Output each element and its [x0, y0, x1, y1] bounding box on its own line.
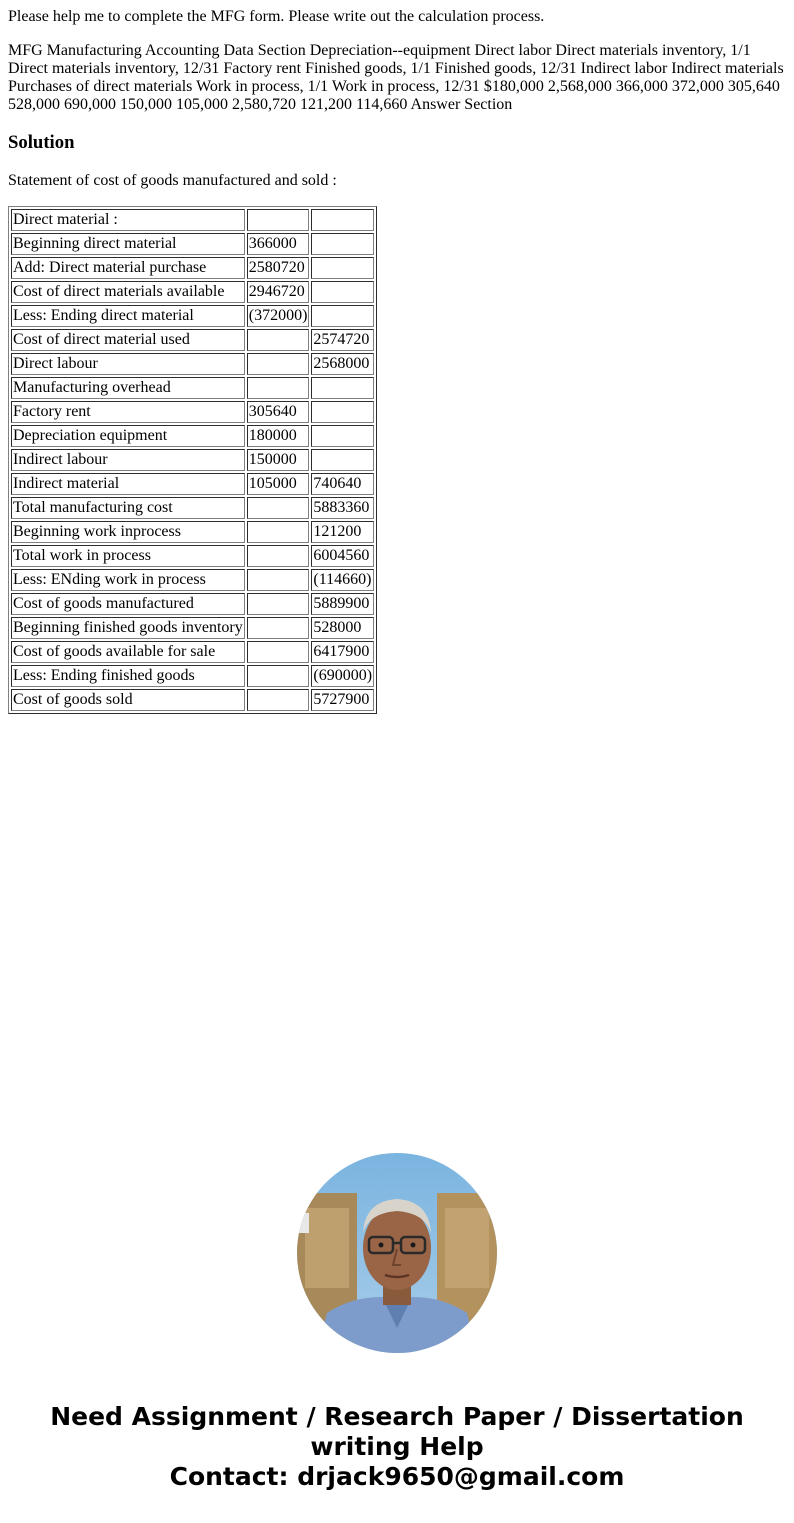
promo-contact: Contact: drjack9650@gmail.com: [169, 1462, 625, 1491]
row-label: Indirect material: [11, 473, 245, 495]
row-amount-detail: [247, 353, 310, 375]
row-amount-detail: (372000): [247, 305, 310, 327]
row-amount-total: [311, 449, 374, 471]
table-row: [11, 209, 374, 231]
row-amount-detail: [247, 521, 310, 543]
row-amount-total: [311, 401, 374, 423]
table-row: [11, 497, 374, 519]
row-amount-detail: [247, 209, 310, 231]
table-row: [11, 257, 374, 279]
row-label: Total manufacturing cost: [11, 497, 245, 519]
row-amount-detail: 2580720: [247, 257, 310, 279]
row-amount-detail: 2946720: [247, 281, 310, 303]
table-row: [11, 353, 374, 375]
row-label: Factory rent: [11, 401, 245, 423]
row-label: Beginning direct material: [11, 233, 245, 255]
table-row: [11, 377, 374, 399]
tutor-avatar: [297, 1153, 497, 1353]
row-label: Cost of direct material used: [11, 329, 245, 351]
row-label: Cost of goods sold: [11, 689, 245, 711]
table-row: [11, 545, 374, 567]
table-row: [11, 689, 374, 711]
row-amount-total: 2568000: [311, 353, 374, 375]
row-amount-detail: [247, 593, 310, 615]
table-row: [11, 665, 374, 687]
row-amount-detail: [247, 545, 310, 567]
table-row: [11, 617, 374, 639]
row-label: Indirect labour: [11, 449, 245, 471]
table-row: [11, 401, 374, 423]
row-amount-total: 740640: [311, 473, 374, 495]
promo-line-1: Need Assignment / Research Paper / Dissertation: [50, 1402, 744, 1431]
row-amount-total: (114660): [311, 569, 374, 591]
row-label: Cost of goods manufactured: [11, 593, 245, 615]
row-label: Add: Direct material purchase: [11, 257, 245, 279]
row-amount-total: [311, 425, 374, 447]
row-amount-total: 5889900: [311, 593, 374, 615]
row-amount-detail: [247, 617, 310, 639]
row-amount-detail: 180000: [247, 425, 310, 447]
row-label: Cost of goods available for sale: [11, 641, 245, 663]
table-row: [11, 233, 374, 255]
row-amount-total: [311, 233, 374, 255]
solution-heading: Solution: [8, 132, 75, 153]
row-amount-detail: 366000: [247, 233, 310, 255]
row-amount-detail: 150000: [247, 449, 310, 471]
page-content: [0, 0, 794, 714]
row-amount-total: [311, 281, 374, 303]
row-amount-detail: [247, 689, 310, 711]
table-row: [11, 593, 374, 615]
table-row: [11, 449, 374, 471]
row-amount-total: [311, 305, 374, 327]
row-label: Depreciation equipment: [11, 425, 245, 447]
statement-title: Statement of cost of goods manufactured and sold :: [8, 172, 337, 189]
promo-line-2: writing Help: [310, 1432, 484, 1461]
row-label: Cost of direct materials available: [11, 281, 245, 303]
row-label: Direct labour: [11, 353, 245, 375]
row-amount-total: [311, 257, 374, 279]
row-label: Less: Ending direct material: [11, 305, 245, 327]
question-data: MFG Manufacturing Accounting Data Section Depreciation--equipment Direct labor Direct materials inventory, 1/1 Direct materials inventory, 12/31 Factory rent Finished goods, 1/1 Finished goods, 12/31 Indirect labor Indirect materials Purchases of direct materials Work in process, 1/1 Work in process, 12/31 $180,000 2,568,000 366,000 372,000 305,640 528,000 690,000 150,000 105,000 2,580,720 121,200 114,660 Answer Section: [8, 42, 784, 113]
row-amount-total: [311, 209, 374, 231]
row-amount-detail: [247, 497, 310, 519]
row-label: Beginning work inprocess: [11, 521, 245, 543]
row-amount-detail: [247, 569, 310, 591]
cogs-table-body: [11, 209, 374, 711]
table-row: [11, 329, 374, 351]
row-label: Beginning finished goods inventory: [11, 617, 245, 639]
cogs-statement-table: [8, 206, 377, 714]
row-label: Manufacturing overhead: [11, 377, 245, 399]
question-intro: Please help me to complete the MFG form. Please write out the calculation process.: [8, 8, 545, 25]
table-row: [11, 569, 374, 591]
table-row: [11, 305, 374, 327]
table-row: [11, 425, 374, 447]
row-amount-total: 5727900: [311, 689, 374, 711]
promo-footer: [0, 1402, 794, 1492]
tutor-photo-icon: [297, 1153, 497, 1353]
row-amount-total: 5883360: [311, 497, 374, 519]
table-row: [11, 473, 374, 495]
row-label: Total work in process: [11, 545, 245, 567]
row-label: Direct material :: [11, 209, 245, 231]
row-amount-total: 6004560: [311, 545, 374, 567]
row-amount-total: 6417900: [311, 641, 374, 663]
row-amount-total: 2574720: [311, 329, 374, 351]
row-amount-total: 121200: [311, 521, 374, 543]
row-amount-detail: [247, 329, 310, 351]
table-row: [11, 521, 374, 543]
row-label: Less: ENding work in process: [11, 569, 245, 591]
row-amount-detail: [247, 641, 310, 663]
row-amount-total: 528000: [311, 617, 374, 639]
row-amount-detail: [247, 377, 310, 399]
row-amount-total: [311, 377, 374, 399]
table-row: [11, 641, 374, 663]
table-row: [11, 281, 374, 303]
row-amount-detail: 305640: [247, 401, 310, 423]
row-amount-total: (690000): [311, 665, 374, 687]
row-amount-detail: 105000: [247, 473, 310, 495]
row-amount-detail: [247, 665, 310, 687]
row-label: Less: Ending finished goods: [11, 665, 245, 687]
